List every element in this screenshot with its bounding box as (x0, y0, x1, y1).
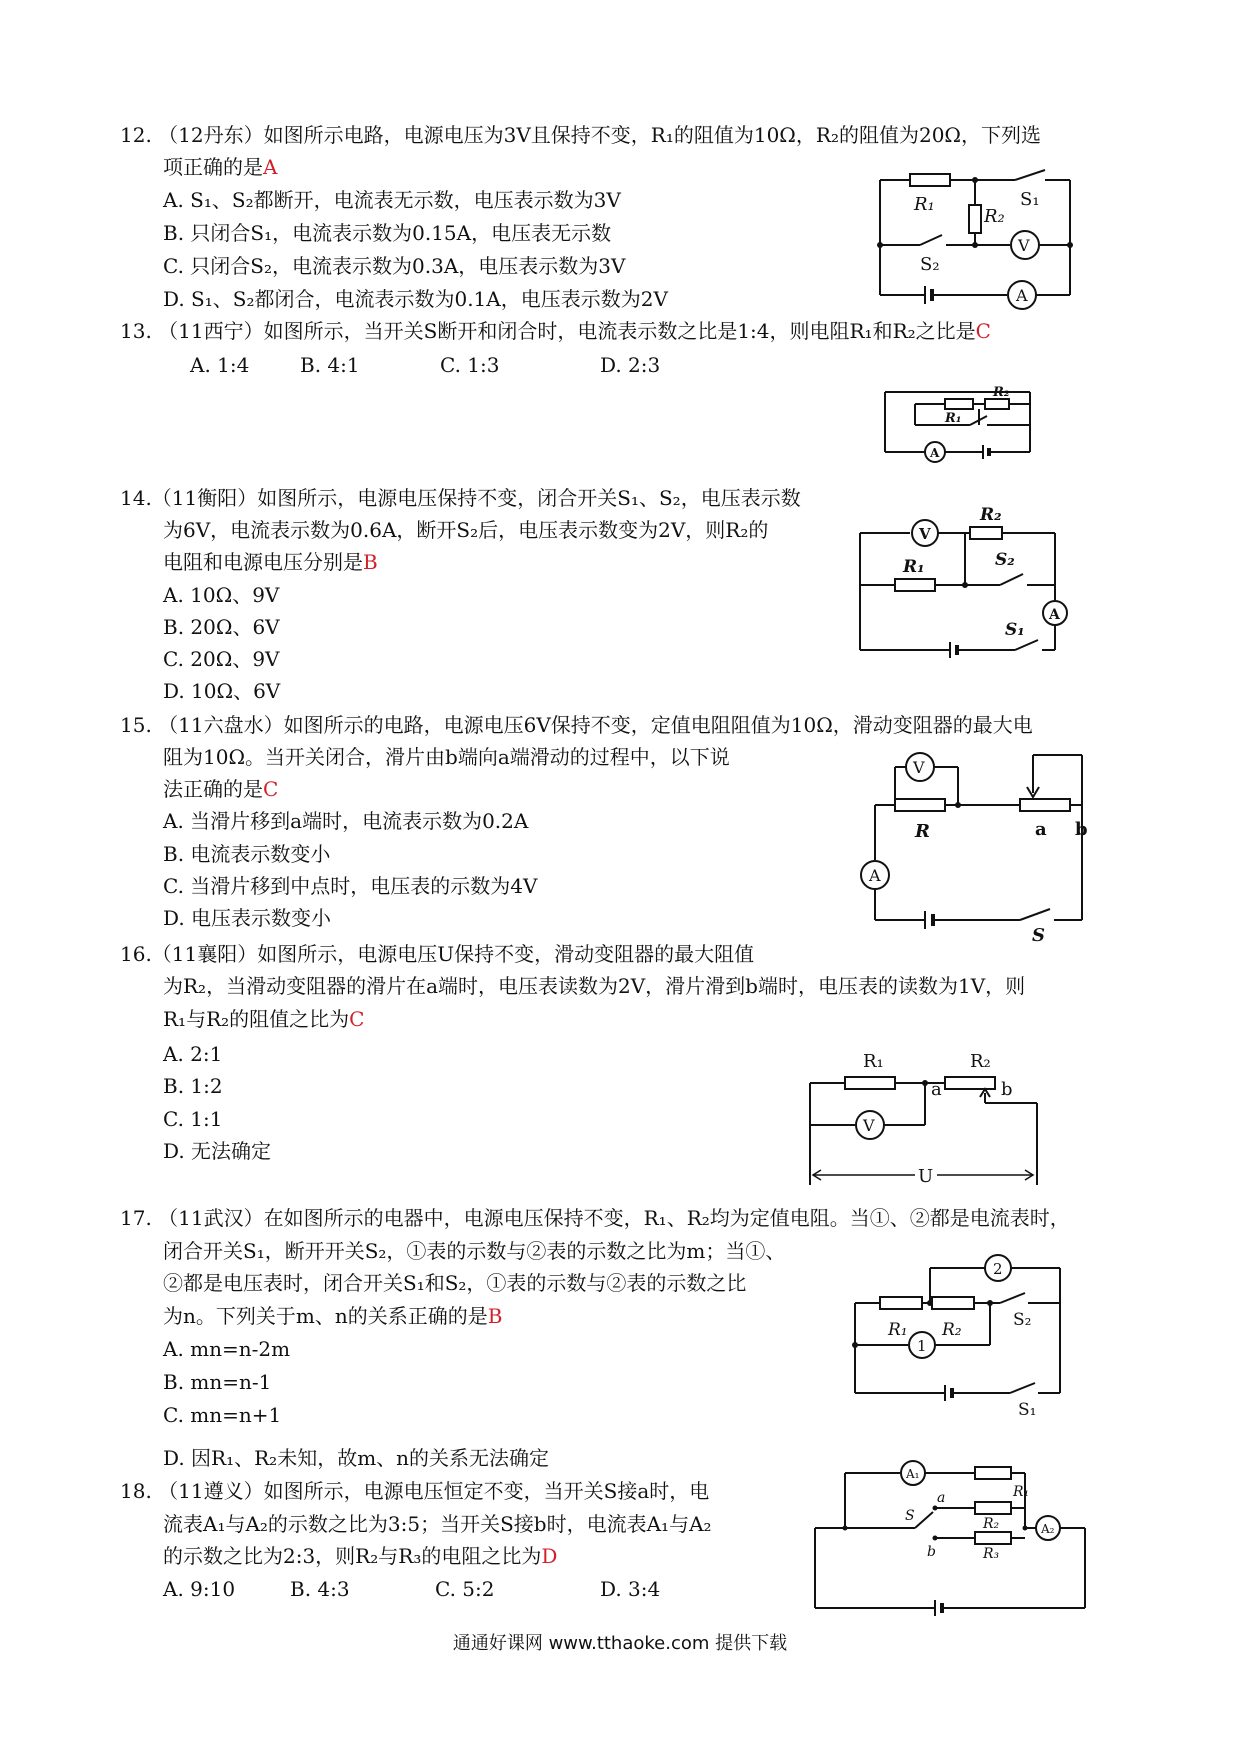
q18-r2-resistor (975, 1502, 1011, 1514)
q17-option-d: D. 因R₁、R₂未知，故m、n的关系无法确定 (163, 1446, 550, 1470)
q12-s1-label: S₁ (1020, 189, 1040, 210)
q13-option-d: D. 2:3 (600, 353, 661, 377)
q15-s-label: S (1032, 925, 1045, 946)
q18-b-label: b (927, 1544, 936, 1560)
q14-s2-label: S₂ (995, 550, 1015, 570)
q12-voltmeter-label: V (1018, 236, 1030, 255)
q18-stem-line1: 18. （11遵义）如图所示，电源电压恒定不变，当开关S接a时，电 (120, 1479, 710, 1503)
q13-r1-label: R₁ (945, 411, 962, 426)
q14-stem-line1: 14.（11衡阳）如图所示，电源电压保持不变，闭合开关S₁、S₂，电压表示数 (120, 486, 801, 510)
q17-stem-line4: 为n。下列关于m、n的关系正确的是B (163, 1304, 503, 1328)
q15-a-label: a (1035, 819, 1047, 840)
q17-option-c: C. mn=n+1 (163, 1403, 282, 1427)
q13-ammeter-label: A (930, 446, 940, 460)
q14-option-b: B. 20Ω、6V (163, 615, 280, 639)
q12-stem-line1: 12. （12丹东）如图所示电路，电源电压为3V且保持不变，R₁的阻值为10Ω，R₂的阻值为20Ω，下列选 (120, 123, 1041, 147)
q17-s1-label: S₁ (1018, 1400, 1037, 1420)
q18-answer: D (541, 1544, 558, 1568)
q17-option-b: B. mn=n-1 (163, 1370, 272, 1394)
q12-option-a: A. S₁、S₂都断开，电流表无示数，电压表示数为3V (163, 188, 621, 212)
q12-stem-line2: 项正确的是A (163, 155, 278, 179)
q15-b-label: b (1075, 819, 1088, 840)
q13-r1-resistor (945, 399, 973, 409)
q14-circuit-diagram (855, 500, 1070, 659)
q15-option-c: C. 当滑片移到中点时，电压表的示数为4V (163, 874, 538, 898)
q18-option-a: A. 9:10 (163, 1577, 236, 1601)
q16-circuit-diagram (805, 1045, 1055, 1199)
q16-stem-line2: 为R₂，当滑动变阻器的滑片在a端时，电压表读数为2V，滑片滑到b端时，电压表的读数为1V，则 (163, 974, 1026, 998)
q17-circuit-diagram (850, 1253, 1070, 1422)
q12-answer: A (263, 155, 278, 179)
q16-option-c: C. 1:1 (163, 1107, 223, 1131)
q12-r1-label: R₁ (914, 194, 935, 215)
q17-r1-resistor (880, 1297, 922, 1309)
q17-stem-line3: ②都是电压表时，闭合开关S₁和S₂，①表的示数与②表的示数之比 (163, 1271, 747, 1295)
q16-r1-resistor (845, 1077, 895, 1089)
q12-r2-resistor (969, 205, 981, 233)
q12-option-b: B. 只闭合S₁，电流表示数为0.15A，电压表无示数 (163, 221, 612, 245)
q15-stem-line3: 法正确的是C (163, 777, 279, 801)
q16-option-d: D. 无法确定 (163, 1139, 272, 1163)
q13-option-b: B. 4:1 (300, 353, 360, 377)
q16-r1-label: R₁ (863, 1051, 884, 1072)
q14-stem-line2: 为6V，电流表示数为0.6A，断开S₂后，电压表示数变为2V，则R₂的 (163, 518, 769, 542)
q17-meter-1-label: 1 (917, 1337, 927, 1355)
q16-b-label: b (1001, 1079, 1013, 1100)
q17-s2-label: S₂ (1013, 1310, 1032, 1330)
q18-r1-label: R₁ (1013, 1484, 1030, 1500)
q17-stem-line2: 闭合开关S₁，断开开关S₂，①表的示数与②表的示数之比为m；当①、 (163, 1239, 786, 1263)
q17-r2-resistor (932, 1297, 974, 1309)
q14-ammeter-label: A (1049, 607, 1060, 623)
q15-circuit-diagram (870, 745, 1095, 949)
q18-r2-label: R₂ (983, 1516, 1000, 1532)
q13-r2-label: R₂ (993, 385, 1010, 400)
q12-option-c: C. 只闭合S₂，电流表示数为0.3A，电压表示数为3V (163, 254, 626, 278)
q17-r2-label: R₂ (942, 1320, 962, 1340)
q18-a-label: a (937, 1490, 946, 1506)
q18-s-label: S (905, 1508, 915, 1524)
q14-option-d: D. 10Ω、6V (163, 679, 281, 703)
q14-r2-label: R₂ (980, 505, 1002, 525)
q15-ammeter-label: A (869, 866, 881, 885)
q15-rheostat (1020, 799, 1070, 811)
q14-option-c: C. 20Ω、9V (163, 647, 280, 671)
q16-u-label: U (918, 1166, 934, 1187)
q18-option-b: B. 4:3 (290, 1577, 350, 1601)
q16-option-a: A. 2:1 (163, 1042, 223, 1066)
q16-voltmeter-label: V (863, 1116, 875, 1135)
q13-answer: C (975, 319, 991, 343)
q18-option-c: C. 5:2 (435, 1577, 495, 1601)
q15-stem-line1: 15. （11六盘水）如图所示的电路，电源电压6V保持不变，定值电阻阻值为10Ω，滑动变阻器的最大电 (120, 713, 1033, 737)
q16-answer: C (349, 1007, 365, 1031)
q18-a1-label: A₁ (906, 1467, 920, 1481)
q16-stem-line3: R₁与R₂的阻值之比为C (163, 1007, 365, 1031)
q16-option-b: B. 1:2 (163, 1074, 223, 1098)
q16-r2-rheostat (945, 1077, 995, 1089)
q18-circuit-diagram (805, 1458, 1095, 1627)
q18-r3-label: R₃ (983, 1546, 1000, 1562)
page-footer: 通通好课网 www.tthaoke.com 提供下载 (452, 1633, 788, 1654)
q18-option-d: D. 3:4 (600, 1577, 661, 1601)
q18-r1-resistor (975, 1467, 1011, 1479)
q12-s2-label: S₂ (920, 254, 940, 275)
q13-stem-line1: 13. （11西宁）如图所示，当开关S断开和闭合时，电流表示数之比是1:4，则电阻R₁和R₂之比是C (120, 319, 991, 343)
q17-answer: B (487, 1304, 503, 1328)
q15-option-b: B. 电流表示数变小 (163, 842, 331, 866)
q14-option-a: A. 10Ω、9V (163, 583, 280, 607)
q15-stem-line2: 阻为10Ω。当开关闭合，滑片由b端向a端滑动的过程中，以下说 (163, 745, 730, 769)
q14-stem-line3: 电阻和电源电压分别是B (163, 550, 378, 574)
q15-r-resistor (895, 799, 945, 811)
q14-answer: B (363, 550, 378, 574)
q12-ammeter-label: A (1016, 286, 1028, 305)
q15-voltmeter-label: V (913, 758, 925, 777)
q17-meter-2-label: 2 (993, 1260, 1003, 1278)
q14-voltmeter-label: V (919, 525, 931, 543)
q15-option-a: A. 当滑片移到a端时，电流表示数为0.2A (163, 809, 529, 833)
q13-option-c: C. 1:3 (440, 353, 500, 377)
q18-r3-resistor (975, 1532, 1011, 1544)
q13-option-a: A. 1:4 (190, 353, 250, 377)
q17-stem-line1: 17. （11武汉）在如图所示的电器中，电源电压保持不变，R₁、R₂均为定值电阻。当①、②都是电流表时， (120, 1206, 1070, 1230)
q16-stem-line1: 16.（11襄阳）如图所示，电源电压U保持不变，滑动变阻器的最大阻值 (120, 942, 755, 966)
q12-r1-resistor (910, 174, 950, 186)
q14-r2-resistor (970, 527, 1002, 539)
q17-option-a: A. mn=n-2m (163, 1337, 291, 1361)
q14-r1-resistor (895, 579, 935, 591)
q13-r2-resistor (985, 399, 1009, 409)
q14-s1-label: S₁ (1005, 620, 1025, 640)
q17-r1-label: R₁ (888, 1320, 908, 1340)
q15-option-d: D. 电压表示数变小 (163, 906, 332, 930)
q12-option-d: D. S₁、S₂都闭合，电流表示数为0.1A，电压表示数为2V (163, 287, 668, 311)
q15-r-label: R (915, 821, 930, 842)
q12-r2-label: R₂ (984, 206, 1005, 227)
q13-circuit-diagram (875, 382, 1040, 466)
q18-stem-line2: 流表A₁与A₂的示数之比为3:5；当开关S接b时，电流表A₁与A₂ (163, 1512, 712, 1536)
q16-a-label: a (931, 1079, 942, 1100)
q18-stem-line3: 的示数之比为2:3，则R₂与R₃的电阻之比为D (163, 1544, 558, 1568)
q16-r2-label: R₂ (970, 1051, 991, 1072)
q12-circuit-diagram (870, 165, 1090, 314)
q15-answer: C (263, 777, 279, 801)
q14-r1-label: R₁ (903, 557, 925, 577)
q18-a2-label: A₂ (1041, 1522, 1055, 1536)
